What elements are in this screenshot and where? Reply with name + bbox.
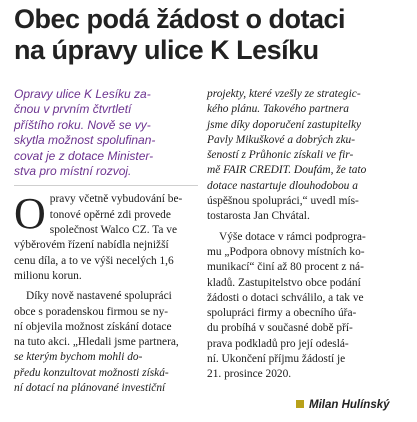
body-line: cenu díla, a to ve výši necelých 1,6 xyxy=(14,254,174,267)
lead-line: covat je z dotace Minister- xyxy=(14,148,154,163)
author-square-marker xyxy=(296,400,304,408)
body-line: tonové opěrné zdi provede xyxy=(49,208,171,221)
body-line: pravy včetně vybudování be- xyxy=(49,193,183,206)
quote-line: jsme díky doporučení zastupitelky xyxy=(207,118,362,131)
right-column xyxy=(207,87,407,388)
body-line: spolupráci firmy a obecního úřa- xyxy=(207,307,357,320)
body-line: společnost Walco CZ. Ta ve xyxy=(49,224,178,237)
body-line: prava podkladů pro její odeslá- xyxy=(207,337,349,350)
quote-line: předu konzultovat možnosti získá- xyxy=(14,366,169,379)
body-line: kladů. Zastupitelstvo obce podání xyxy=(207,276,361,289)
left-column xyxy=(14,87,198,401)
body-line: 21. prosince 2020. xyxy=(207,368,292,381)
article-lead xyxy=(14,87,198,186)
article-headline xyxy=(14,4,409,66)
quote-line: projekty, které vzešly ze strategic- xyxy=(207,88,361,100)
body-paragraph-4 xyxy=(207,230,407,383)
quote-line: ní dotací na plánované investiční xyxy=(14,382,166,394)
body-line: žádosti o dotaci schválilo, a tak ve xyxy=(207,291,364,304)
lead-line: stva pro místní rozvoj. xyxy=(14,164,132,179)
body-line: na tuto akci. „Hledali jsme partnera, xyxy=(14,336,179,349)
drop-cap: O xyxy=(14,189,46,239)
body-line: mu „Podpora obnovy místních ko- xyxy=(207,245,365,258)
body-line: Výše dotace v rámci podprogra- xyxy=(219,230,366,243)
headline-line-2: na úpravy ulice K Lesíku xyxy=(14,35,319,65)
author-name: Milan Hulínský xyxy=(309,399,390,411)
author-byline xyxy=(296,399,390,411)
body-line: ní objevila možnost získání dotace xyxy=(14,320,172,333)
lead-line: příštího roku. Nově se vy- xyxy=(14,117,151,132)
quote-line: Pavly Mikuškové a dobrých zku- xyxy=(207,133,356,146)
quote-line: se kterým bychom mohli do- xyxy=(14,351,143,364)
body-line: munikací“ činí až 80 procent z ná- xyxy=(207,261,364,274)
lead-line: čnou v prvním čtvrtletí xyxy=(14,102,132,117)
body-paragraph-3 xyxy=(207,87,407,225)
body-line: Díky nově nastavené spolupráci xyxy=(26,290,172,303)
lead-line: Opravy ulice K Lesíku za- xyxy=(14,87,151,101)
quote-line: kého plánu. Takového partnera xyxy=(207,103,349,116)
quote-line: dotace nastartuje dlouhodobou a xyxy=(207,179,358,192)
body-line: úspěšnou spolupráci,“ uvedl mís- xyxy=(207,195,359,208)
headline-line-1: Obec podá žádost o dotaci xyxy=(14,4,346,34)
body-line: du probíhá v současné době pří- xyxy=(207,322,353,335)
quote-line: šeností z Průhonic získali ve fir- xyxy=(207,149,354,162)
body-line: obce s poradenskou firmou se ny- xyxy=(14,305,169,318)
quote-line: mě FAIR CREDIT. Doufám, že tato xyxy=(207,164,367,177)
body-paragraph-1 xyxy=(14,189,198,284)
body-line: výběrovém řízení nabídla nejnižší xyxy=(14,239,169,252)
body-line: tostarosta Jan Chvátal. xyxy=(207,210,310,223)
body-line: milionu korun. xyxy=(14,269,82,282)
body-paragraph-2 xyxy=(14,289,198,396)
lead-line: skytla možnost spolufinan- xyxy=(14,133,156,148)
body-line: ní. Ukončení příjmu žádostí je xyxy=(207,353,346,366)
